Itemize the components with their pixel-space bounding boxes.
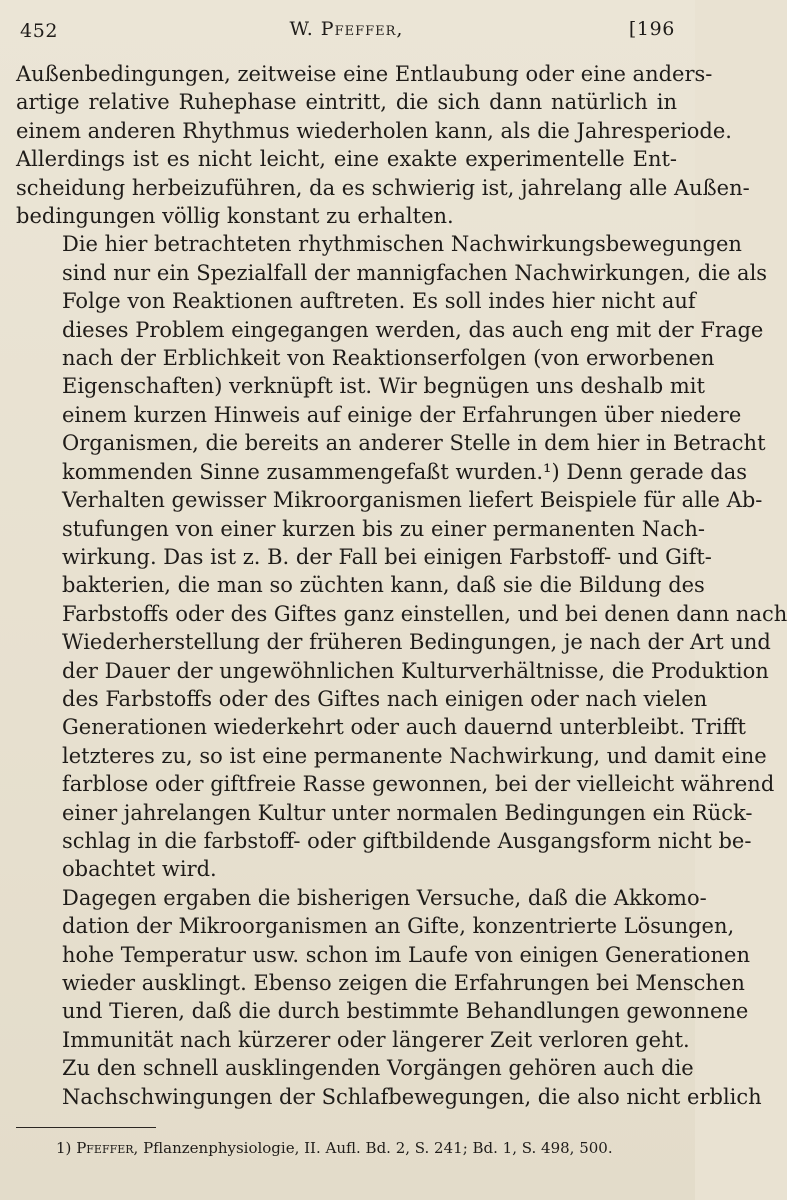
text-line: bakterien, die man so züchten kann, daß sie die Bildung des xyxy=(62,573,705,598)
text-line: dieses Problem eingegangen werden, das auch eng mit der Frage xyxy=(62,317,764,342)
footnote xyxy=(16,1138,677,1158)
original-page-number: [196 xyxy=(628,18,675,40)
text-line: obachtet wird. xyxy=(62,857,217,882)
text-line: wieder ausklingt. Ebenso zeigen die Erfahrungen bei Menschen xyxy=(62,971,745,995)
paragraph xyxy=(16,1054,762,1111)
footnote-text: Pflanzenphysiologie, II. Aufl. Bd. 2, S. 241; Bd. 1, S. 498, 500. xyxy=(143,1139,613,1158)
text-line: des Farbstoffs oder des Giftes nach einigen oder nach vielen xyxy=(62,686,708,711)
text-line: Zu den schnell ausklingenden Vorgängen gehören auch die xyxy=(62,1056,694,1081)
footnote-rule xyxy=(16,1127,156,1128)
text-line: schlag in die farbstoff- oder giftbildende Ausgangsform nicht be- xyxy=(62,828,752,853)
paragraph xyxy=(16,230,787,883)
text-line: Folge von Reaktionen auftreten. Es soll indes hier nicht auf xyxy=(62,289,696,314)
text-line: farblose oder giftfreie Rasse gewonnen, bei der vielleicht während xyxy=(62,772,775,797)
footnote-marker: 1) xyxy=(56,1139,72,1158)
text-line: kommenden Sinne zusammengefaßt wurden.¹) Denn gerade das xyxy=(62,459,748,484)
text-line: einer jahrelangen Kultur unter normalen Bedingungen ein Rück- xyxy=(62,800,753,825)
text-line: Immunität nach kürzerer oder längerer Zeit verloren geht. xyxy=(62,1027,690,1052)
text-line: Eigenschaften) verknüpft ist. Wir begnügen uns deshalb mit xyxy=(62,374,705,399)
text-line: letzteres zu, so ist eine permanente Nachwirkung, und damit eine xyxy=(62,743,767,768)
text-line: dation der Mikroorganismen an Gifte, konzentrierte Lösungen, xyxy=(62,914,735,939)
text-line: einem anderen Rhythmus wiederholen kann, als die Jahresperiode. xyxy=(16,118,732,143)
text-line: nach der Erblichkeit von Reaktionserfolgen (von erworbenen xyxy=(62,346,715,371)
text-line: Generationen wiederkehrt oder auch dauernd unterbleibt. Trifft xyxy=(62,715,746,740)
text-line: Verhalten gewisser Mikroorganismen liefert Beispiele für alle Ab- xyxy=(62,488,763,513)
text-line: scheidung herbeizuführen, da es schwierig ist, jahrelang alle Außen- xyxy=(16,175,750,200)
running-head xyxy=(16,14,677,60)
text-line: Nachschwingungen der Schlafbewegungen, die also nicht erblich xyxy=(62,1084,762,1109)
paragraph xyxy=(16,884,750,1054)
text-line: sind nur ein Spezialfall der mannigfachen Nachwirkungen, die als xyxy=(62,260,768,285)
text-line: Außenbedingungen, zeitweise eine Entlaubung oder eine anders- xyxy=(16,62,713,86)
paragraph xyxy=(16,60,750,230)
text-line: wirkung. Das ist z. B. der Fall bei einigen Farbstoff- und Gift- xyxy=(62,544,712,569)
text-line: Organismen, die bereits an anderer Stelle in dem hier in Betracht xyxy=(62,431,766,456)
text-line: stufungen von einer kurzen bis zu einer permanenten Nach- xyxy=(62,516,705,541)
text-line: Dagegen ergaben die bisherigen Versuche, daß die Akkomo- xyxy=(62,885,707,910)
body-text xyxy=(16,60,787,1111)
text-line: artige relative Ruhephase eintritt, die sich dann natürlich in xyxy=(16,90,677,115)
text-line: der Dauer der ungewöhnlichen Kulturverhältnisse, die Produktion xyxy=(62,658,769,683)
text-line: Farbstoffs oder des Giftes ganz einstellen, und bei denen dann nach xyxy=(62,601,787,626)
text-line: Die hier betrachteten rhythmischen Nachwirkungsbewegungen xyxy=(62,232,742,257)
text-line: Allerdings ist es nicht leicht, eine exakte experimentelle Ent- xyxy=(16,147,677,172)
text-line: Wiederherstellung der früheren Bedingungen, je nach der Art und xyxy=(62,630,771,655)
running-head-author: W. Pfeffer, xyxy=(289,18,404,40)
text-line: bedingungen völlig konstant zu erhalten. xyxy=(16,204,454,229)
text-line: hohe Temperatur usw. schon im Laufe von einigen Generationen xyxy=(62,942,750,967)
page-number: 452 xyxy=(20,20,59,42)
text-line: einem kurzen Hinweis auf einige der Erfahrungen über niedere xyxy=(62,402,742,427)
text-line: und Tieren, daß die durch bestimmte Behandlungen gewonnene xyxy=(62,999,749,1024)
footnote-author: Pfeffer, xyxy=(76,1139,139,1158)
